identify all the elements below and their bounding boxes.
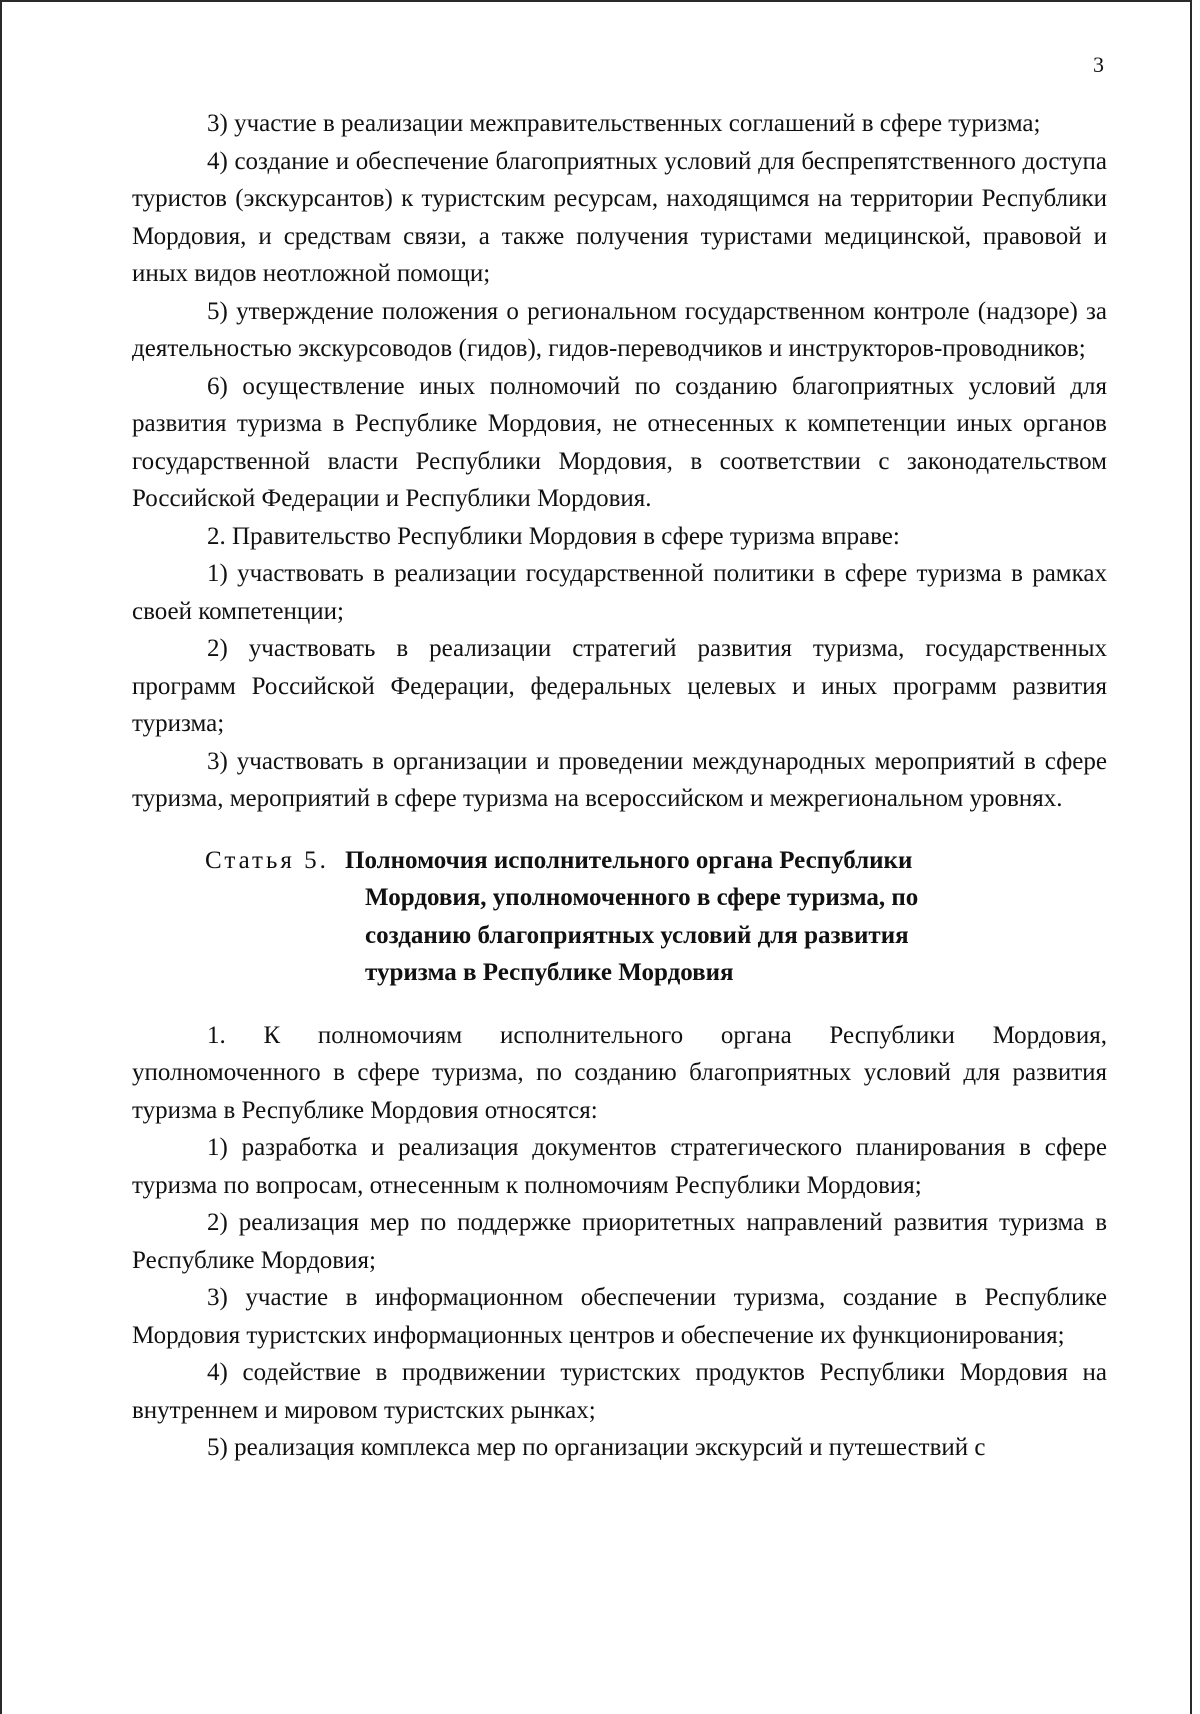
paragraph-article-5-1: 1. К полномочиям исполнительного органа Республики Мордовия, уполномоченного в сфере туризма, по созданию благоприятных условий для развития туризма в Республике Мордовия относятся: (132, 1021, 1107, 1124)
article-title (345, 842, 1005, 992)
page-number: 3 (1093, 52, 1104, 77)
paragraph-power-1: 1) разработка и реализация документов стратегического планирования в сфере туризма по вопросам, отнесенным к полномочиям Республики Мордовия; (132, 1134, 1107, 1199)
paragraph-right-1: 1) участвовать в реализации государственной политики в сфере туризма в рамках своей компетенции; (132, 560, 1107, 625)
article-title-line: Полномочия исполнительного органа Республики (345, 846, 913, 874)
paragraph-power-5: 5) реализация комплекса мер по организации экскурсий и путешествий с (207, 1434, 986, 1461)
paragraph-section-2: 2. Правительство Республики Мордовия в сфере туризма вправе: (207, 522, 900, 550)
paragraph-item-5: 5) утверждение положения о региональном государственном контроле (надзоре) за деятельностью экскурсоводов (гидов), гидов-переводчиков и инструкторов-проводников; (132, 297, 1107, 362)
paragraph-item-6: 6) осуществление иных полномочий по созданию благоприятных условий для развития туризма в Республике Мордовия, не отнесенных к компетенции иных органов государственной власти Республики Мордовия, в соответствии с законодательством Российской Федерации и Республики Мордовия. (132, 372, 1107, 512)
article-title-line: туризма в Республике Мордовия (365, 959, 734, 986)
paragraph-right-3: 3) участвовать в организации и проведении международных мероприятий в сфере туризма, мероприятий в сфере туризма на всероссийском и межрегиональном уровнях. (132, 747, 1107, 812)
paragraph-item-3: 3) участие в реализации межправительственных соглашений в сфере туризма; (207, 110, 1041, 137)
paragraph-right-2: 2) участвовать в реализации стратегий развития туризма, государственных программ Российской Федерации, федеральных целевых и иных программ развития туризма; (132, 635, 1107, 737)
paragraph-power-3: 3) участие в информационном обеспечении туризма, создание в Республике Мордовия туристских информационных центров и обеспечение их функционирования; (132, 1284, 1107, 1349)
paragraph-power-4: 4) содействие в продвижении туристских продуктов Республики Мордовия на внутреннем и мировом туристских рынках; (132, 1359, 1107, 1424)
article-heading (132, 842, 1107, 994)
paragraph-power-2: 2) реализация мер по поддержке приоритетных направлений развития туризма в Республике Мордовия; (132, 1209, 1107, 1274)
paragraph-item-4: 4) создание и обеспечение благоприятных условий для беспрепятственного доступа туристов (экскурсантов) к туристским ресурсам, находящимся на территории Республики Мордовия, и средствам связи, а также получения туристами медицинской, правовой и иных видов неотложной помощи; (132, 147, 1107, 287)
article-title-line: Мордовия, уполномоченного в сфере туризма, по (365, 884, 919, 911)
article-label: Статья 5. (205, 846, 329, 874)
document-body (132, 105, 1107, 1467)
article-title-line: созданию благоприятных условий для развития (365, 921, 909, 949)
